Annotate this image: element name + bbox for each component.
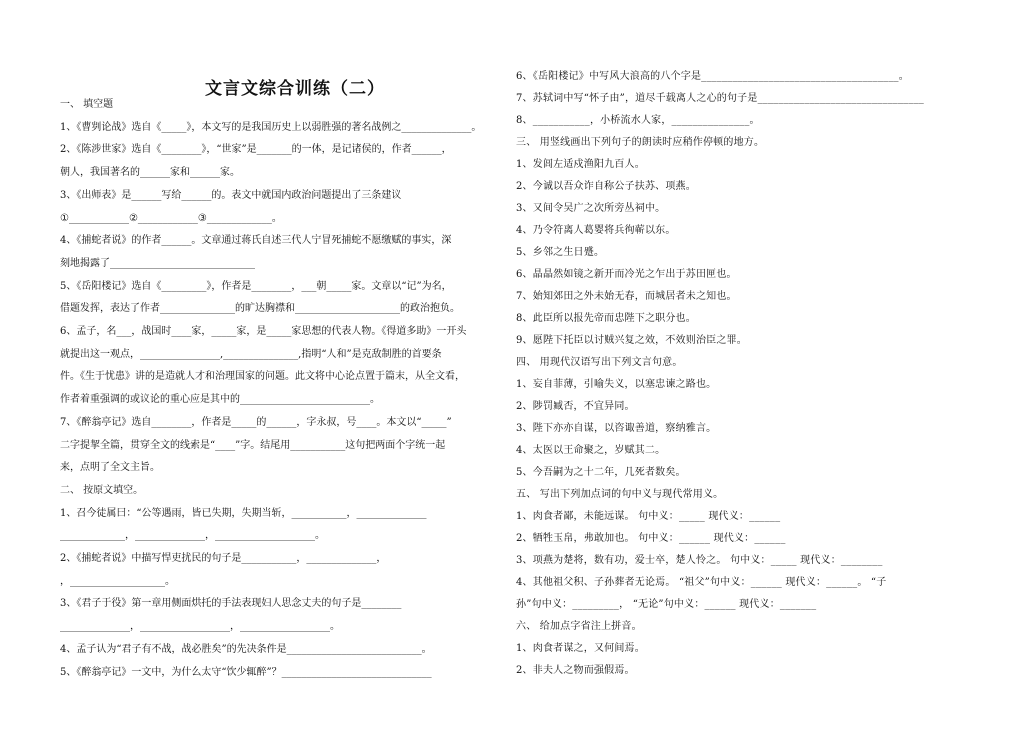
left-text-line: 朝人，我国著名的______家和______家。 (60, 167, 240, 179)
right-text-line: 2、牺牲玉帛，弗敢加也。 句中义：______ 现代义：______ (516, 533, 786, 544)
left-text-line: 6、孟子，名___，战国时____家，_____家，是_____家思想的代表人物。《得道多助》一开头 (60, 326, 467, 337)
left-text-line: 5、《岳阳楼记》选自《_________》，作者是________，___朝_____家。文章以“记”为名， (60, 280, 452, 292)
right-text-line: 4、其他祖父积、子孙葬者无论焉。 “祖父”句中义：______ 现代义：______。 “子 (516, 577, 887, 588)
page-title: 文言文综合训练（二） (205, 79, 385, 99)
right-text-line: 1、肉食者鄙，未能远谋。 句中义：_____ 现代义：______ (516, 511, 781, 522)
right-text-line: 六、 给加点字省注上拼音。 (516, 621, 642, 632)
left-text-line: 一、 填空题 (60, 99, 114, 110)
right-text-line: 孙”句中义：_________， “无论”句中义：______ 现代义：_______ (516, 599, 817, 610)
left-text-line: ，___________________。 (60, 575, 175, 587)
left-text-line: ______________，__________________，__________________。 (60, 621, 340, 633)
right-text-line: 1、发闾左适戍渔阳九百人。 (516, 159, 645, 170)
right-text-line: 6、《岳阳楼记》中写风大浪高的八个字是______________________________________。 (516, 71, 909, 82)
right-text-line: 4、乃令符离人葛婴将兵徇蕲以东。 (516, 225, 676, 236)
left-text-line: 1、《曹刿论战》选自《_____》，本文写的是我国历史上以弱胜强的著名战例之______________。 (60, 121, 482, 133)
left-text-line: 借题发挥，表达了作者_______________的旷达胸襟和_____________________的政治抱负。 (60, 303, 460, 315)
right-text-line: 6、晶晶然如镜之新开而冷光之乍出于苏田匣也。 (516, 269, 737, 280)
left-text-line: 来，点明了全文主旨。 (60, 462, 160, 474)
right-text-line: 8、___________，小桥流水人家，_______________。 (516, 115, 760, 126)
left-text-line: 作者着重强调的或议论的重心应是其中的__________________________。 (60, 394, 380, 406)
left-text-line: 2、《陈涉世家》选自《________》，“世家”是_______的一体，是记诸侯的，作者______， (60, 144, 452, 156)
left-text-line: 2、《捕蛇者说》中描写悍吏扰民的句子是___________，______________， (60, 553, 387, 564)
left-text-line: 二字提挈全篇，贯穿全文的线索是“____”字。结尾用___________这句把两面个字统一起 (60, 439, 446, 451)
right-text-line: 1、妄自菲薄，引喻失义，以塞忠谏之路也。 (516, 379, 717, 390)
right-text-line: 2、陟罚臧否，不宜异同。 (516, 401, 635, 412)
right-text-line: 5、乡邻之生日蹙。 (516, 247, 605, 258)
right-text-line: 3、又间令吴广之次所旁丛祠中。 (516, 203, 666, 214)
left-text-line: 1、召今徒属曰：“公等遇雨，皆已失期，失期当斩，___________，______________ (60, 507, 427, 519)
left-text-line: 7、《醉翁亭记》选自________，作者是_____的______，字永叔，号____。本文以“_____” (60, 416, 452, 428)
right-text-line: 3、项燕为楚将，数有功，爱士卒，楚人怜之。 句中义：_____ 现代义：________ (516, 555, 883, 566)
left-text-line: _____________，______________，____________________。 (60, 530, 325, 542)
right-text-line: 5、今吾嗣为之十二年，几死者数矣。 (516, 467, 686, 478)
right-text-line: 三、 用竖线画出下列句子的朗读时应稍作停顿的地方。 (516, 137, 765, 148)
left-text-line: 5、《醉翁亭记》一文中，为什么太守“饮少辄醉”？______________________________ (60, 666, 432, 678)
right-text-line: 4、太医以王命聚之，岁赋其二。 (516, 445, 666, 456)
right-text-line: 9、愿陛下托臣以讨贼兴复之效，不效则治臣之罪。 (516, 335, 747, 346)
right-text-line: 1、肉食者谋之，又何间焉。 (516, 643, 645, 654)
left-text-line: 件。《生于忧患》讲的是造就人才和治理国家的问题。此文将中心论点置于篇末，从全文看， (60, 371, 465, 383)
right-text-line: 四、 用现代汉语写出下列文言句意。 (516, 357, 683, 368)
left-text-line: 3、《君子于役》第一章用侧面烘托的手法表现妇人思念丈夫的句子是________ (60, 598, 402, 610)
right-text-line: 2、今诚以吾众诈自称公子扶苏、项燕。 (516, 181, 696, 192)
left-text-line: ①____________②____________③_____________。 (60, 212, 282, 224)
left-text-line: 二、 按原文填空。 (60, 484, 144, 496)
left-text-line: 4、《捕蛇者说》的作者______。文章通过蒋氏自述三代人宁冒死捕蛇不愿缴赋的事实，深 (60, 235, 452, 247)
left-text-line: 3、《出师表》是______写给______的。表文中就国内政治问题提出了三条建议 (60, 189, 402, 201)
left-text-line: 4、孟子认为“君子有不战，战必胜矣”的先决条件是___________________________。 (60, 643, 432, 655)
right-text-line: 7、始知郊田之外未始无春，而城居者未之知也。 (516, 291, 737, 302)
right-text-line: 五、 写出下列加点词的句中义与现代常用义。 (516, 489, 724, 500)
left-text-line: 就提出这一观点，________________,_______________,指明“人和”是克敌制胜的首要条 (60, 348, 442, 360)
right-text-line: 3、陛下亦亦自谋，以咨诹善道，察纳雅言。 (516, 423, 717, 434)
right-text-line: 8、此臣所以报先帝而忠陛下之职分也。 (516, 313, 696, 324)
left-text-line: 刻地揭露了_____________________________ (60, 257, 255, 269)
right-text-line: 2、非夫人之物而强假焉。 (516, 665, 635, 676)
right-text-line: 7、苏轼词中写“怀子由”，道尽千载离人之心的句子是________________________________ (516, 93, 924, 104)
